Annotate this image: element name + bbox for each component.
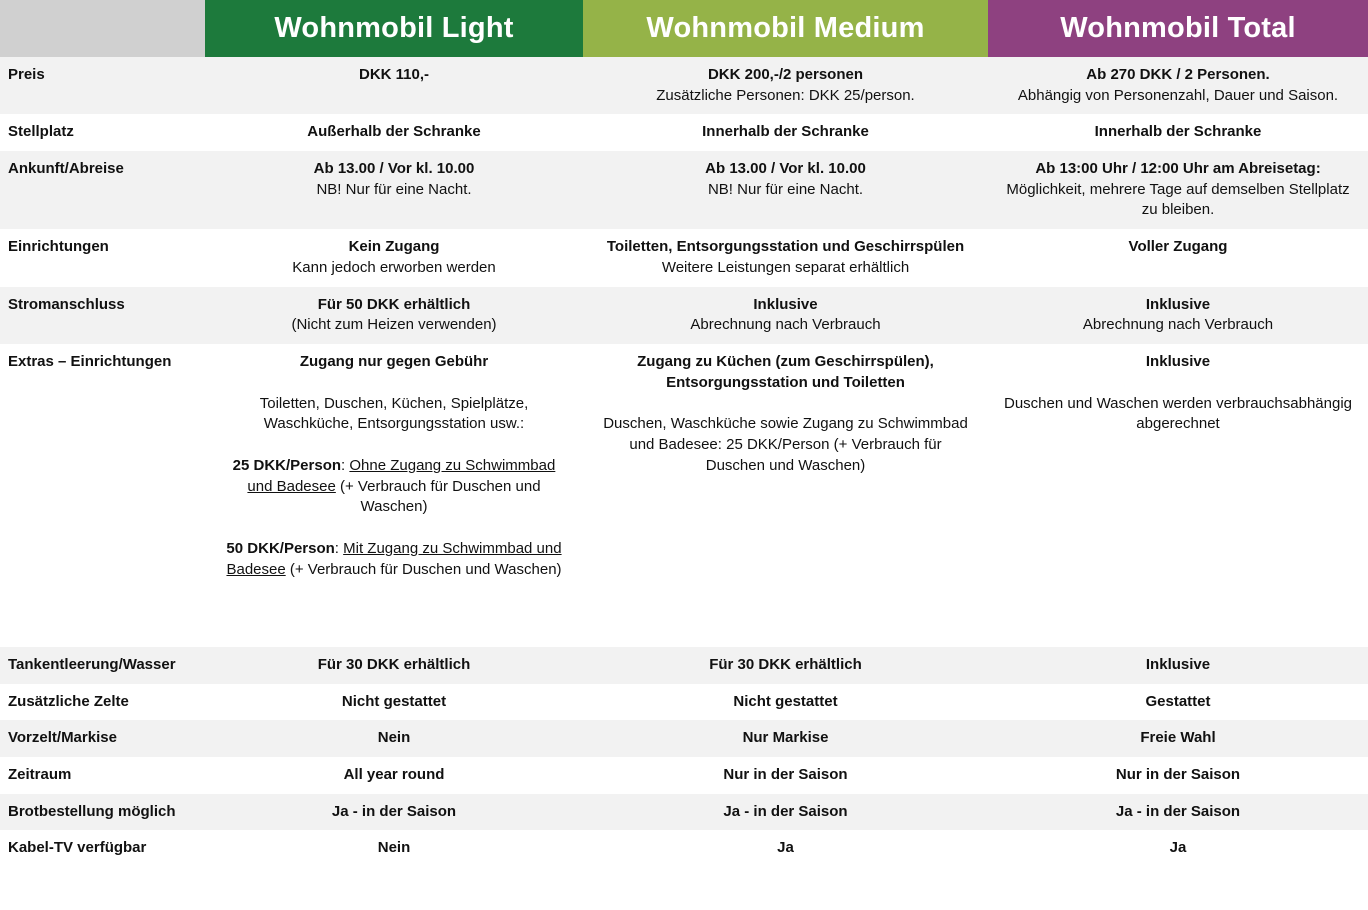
cell-light [205, 114, 583, 151]
cell-medium [583, 344, 988, 647]
cell-medium [583, 794, 988, 831]
cell-paragraph: Abrechnung nach Verbrauch [1082, 316, 1274, 334]
cell-medium [583, 647, 988, 684]
row-label: Zeitraum [8, 765, 72, 783]
cell-paragraph: Für 30 DKK erhältlich [317, 655, 471, 673]
cell-total [988, 344, 1368, 647]
row-label: Brotbestellung möglich [8, 802, 176, 820]
cell-total [988, 830, 1368, 867]
row-label: Ankunft/Abreise [8, 160, 124, 178]
cell-paragraph: Nein [377, 839, 411, 857]
cell-total [988, 720, 1368, 757]
row-label: Stellplatz [8, 123, 74, 141]
cell-total [988, 114, 1368, 151]
table-row [0, 114, 1368, 151]
cell-paragraph: Nicht gestattet [733, 692, 838, 710]
cell-paragraph: All year round [343, 765, 445, 783]
cell-paragraph: Nein [377, 729, 411, 747]
cell-paragraph: Ja - in der Saison [723, 802, 848, 820]
cell-medium [583, 287, 988, 344]
cell-light [205, 57, 583, 114]
cell-paragraph: DKK 110,- [358, 66, 430, 83]
cell-paragraph: DKK 200,-/2 personen [707, 66, 864, 83]
cell-paragraph: 25 DKK/Person: Ohne Zugang zu Schwimmbad und Badesee (+ Verbrauch für Duschen und Waschen) [232, 456, 556, 516]
cell-paragraph: Freie Wahl [1140, 729, 1216, 747]
cell-paragraph: Innerhalb der Schranke [1094, 123, 1262, 141]
cell-paragraph: Nur in der Saison [723, 765, 848, 783]
cell-paragraph: Möglichkeit, mehrere Tage auf demselben Stellplatz zu bleiben. [1006, 180, 1350, 219]
cell-paragraph: Voller Zugang [1128, 238, 1228, 256]
cell-light [205, 151, 583, 229]
cell-paragraph: Weitere Leistungen separat erhältlich [661, 258, 910, 276]
cell-paragraph: Duschen und Waschen werden verbrauchsabhängig abgerechnet [1004, 394, 1352, 433]
cell-paragraph: Inklusive [1145, 295, 1211, 313]
cell-paragraph: Duschen, Waschküche sowie Zugang zu Schwimmbad und Badesee: 25 DKK/Person (+ Verbrauch für Duschen und Waschen) [603, 415, 968, 474]
cell-paragraph: Für 50 DKK erhältlich [317, 295, 471, 313]
cell-medium [583, 114, 988, 151]
cell-paragraph: Gestattet [1145, 692, 1211, 710]
cell-paragraph: Ab 270 DKK / 2 Personen. [1086, 66, 1270, 83]
cell-paragraph: Ja - in der Saison [1115, 802, 1241, 820]
cell-paragraph: (Nicht zum Heizen verwenden) [291, 316, 497, 334]
cell-paragraph: Inklusive [1145, 655, 1211, 673]
cell-paragraph: Nur in der Saison [1115, 765, 1241, 783]
cell-light [205, 720, 583, 757]
cell-medium [583, 151, 988, 229]
table-row [0, 720, 1368, 757]
cell-paragraph: Nur Markise [742, 729, 829, 747]
cell-paragraph: Für 30 DKK erhältlich [709, 655, 862, 673]
row-label: Kabel-TV verfügbar [8, 839, 147, 857]
cell-total [988, 684, 1368, 721]
cell-paragraph: Außerhalb der Schranke [307, 123, 481, 141]
cell-total [988, 57, 1368, 114]
cell-paragraph: NB! Nur für eine Nacht. [707, 180, 864, 198]
cell-medium [583, 229, 988, 286]
cell-light [205, 757, 583, 794]
cell-paragraph: Zugang nur gegen Gebühr [299, 352, 489, 370]
cell-medium [583, 720, 988, 757]
cell-light [205, 794, 583, 831]
cell-paragraph: Kein Zugang [348, 238, 440, 256]
cell-paragraph: Innerhalb der Schranke [702, 123, 869, 141]
table-row [0, 647, 1368, 684]
cell-paragraph: Ab 13.00 / Vor kl. 10.00 [705, 160, 866, 178]
cell-total [988, 794, 1368, 831]
row-label: Preis [8, 66, 45, 83]
table-row [0, 57, 1368, 114]
cell-medium [583, 757, 988, 794]
column-header-light: Wohnmobil Light [205, 0, 583, 57]
column-header-total: Wohnmobil Total [988, 0, 1368, 57]
cell-paragraph: Ab 13.00 / Vor kl. 10.00 [313, 160, 475, 178]
row-label: Extras – Einrichtungen [8, 352, 172, 370]
row-label: Tankentleerung/Wasser [8, 655, 176, 673]
cell-light [205, 647, 583, 684]
row-label: Stromanschluss [8, 295, 125, 313]
cell-light [205, 344, 583, 647]
cell-paragraph: Ja [1169, 839, 1187, 857]
row-label: Einrichtungen [8, 238, 109, 256]
cell-light [205, 684, 583, 721]
cell-paragraph: Kann jedoch erworben werden [292, 258, 496, 276]
cell-medium [583, 830, 988, 867]
cell-paragraph: Ja - in der Saison [331, 802, 457, 820]
cell-paragraph: Toiletten, Duschen, Küchen, Spielplätze, Waschküche, Entsorgungsstation usw.: [259, 394, 529, 433]
cell-total [988, 287, 1368, 344]
table-row [0, 229, 1368, 286]
row-label: Vorzelt/Markise [8, 729, 117, 747]
cell-light [205, 287, 583, 344]
cell-paragraph: Abrechnung nach Verbrauch [690, 316, 881, 334]
cell-total [988, 647, 1368, 684]
column-header-medium: Wohnmobil Medium [583, 0, 988, 57]
cell-paragraph: Zugang zu Küchen (zum Geschirrspülen), Entsorgungsstation und Toiletten [637, 352, 934, 391]
cell-light [205, 229, 583, 286]
cell-total [988, 757, 1368, 794]
cell-paragraph: Ja [777, 839, 794, 857]
cell-paragraph: Inklusive [1145, 352, 1211, 370]
cell-paragraph: Abhängig von Personenzahl, Dauer und Saison. [1017, 86, 1339, 104]
cell-paragraph: 50 DKK/Person: Mit Zugang zu Schwimmbad und Badesee (+ Verbrauch für Duschen und Waschen) [226, 540, 562, 578]
cell-total [988, 151, 1368, 229]
row-label: Zusätzliche Zelte [8, 692, 129, 710]
table-body [0, 57, 1368, 867]
header-corner-cell [0, 0, 205, 57]
cell-medium [583, 57, 988, 114]
table-row [0, 794, 1368, 831]
table-row [0, 287, 1368, 344]
table-header-row [0, 0, 1368, 57]
cell-light [205, 830, 583, 867]
cell-paragraph: Nicht gestattet [341, 692, 447, 710]
cell-total [988, 229, 1368, 286]
cell-paragraph: Ab 13:00 Uhr / 12:00 Uhr am Abreisetag: [1035, 160, 1321, 178]
table-row [0, 684, 1368, 721]
table-row [0, 830, 1368, 867]
cell-paragraph: Inklusive [753, 295, 818, 313]
table-row [0, 151, 1368, 229]
table-row [0, 757, 1368, 794]
table-row [0, 344, 1368, 647]
cell-paragraph: Toiletten, Entsorgungsstation und Geschirrspülen [606, 238, 965, 256]
cell-paragraph: Zusätzliche Personen: DKK 25/person. [656, 86, 915, 104]
cell-paragraph: NB! Nur für eine Nacht. [316, 180, 472, 198]
cell-medium [583, 684, 988, 721]
